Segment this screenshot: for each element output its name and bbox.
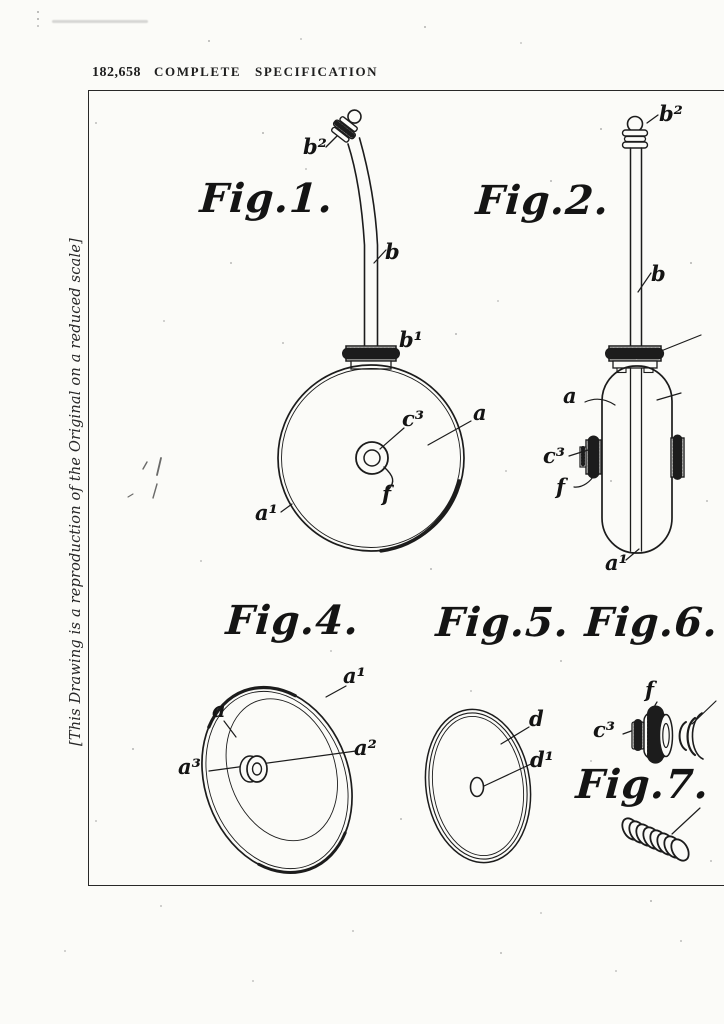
fig2-label-b2: b² <box>659 101 683 126</box>
fig1-label-a: a <box>473 400 487 425</box>
fig4-label-a1: a¹ <box>343 663 366 688</box>
fig6-drawing <box>623 701 716 759</box>
fig7-drawing <box>619 808 700 864</box>
fig6-label-c3: c³ <box>593 717 615 742</box>
fig5-label-d1: d¹ <box>530 747 554 772</box>
side-note: [This Drawing is a reproduction of the Original on a reduced scale] <box>68 238 84 746</box>
stray-pen-marks <box>128 458 161 498</box>
page-title: COMPLETE SPECIFICATION <box>154 64 379 79</box>
fig2-label-f: f <box>556 474 566 499</box>
fig4-title: Fig.4. <box>224 597 361 644</box>
fig1-title: Fig.1. <box>198 175 335 222</box>
fig2-title: Fig.2. <box>474 177 611 224</box>
fig4-label-a: a <box>212 697 226 722</box>
fig4-label-a3: a³ <box>178 754 201 779</box>
fig5-title: Fig.5. <box>434 599 571 646</box>
fig2-label-b: b <box>651 261 666 286</box>
fig4-label-a2: a² <box>354 735 377 760</box>
fig1-label-b: b <box>385 239 400 264</box>
patent-number: 182,658 <box>92 65 141 80</box>
fig6-title: Fig.6. <box>583 599 720 646</box>
fig5-label-d: d <box>529 706 544 731</box>
fig4-drawing <box>177 666 377 894</box>
fig7-title: Fig.7. <box>574 761 711 808</box>
fig1-label-c3: c³ <box>402 406 424 431</box>
fig5-drawing <box>416 703 540 870</box>
fig2-label-c3: c³ <box>543 443 565 468</box>
fig2-label-a: a <box>563 383 577 408</box>
fig1-label-f: f <box>382 481 392 506</box>
fig1-label-b2: b² <box>303 134 327 159</box>
fig2-label-a1: a¹ <box>605 550 628 575</box>
fig6-label-f: f <box>645 677 655 702</box>
fig1-drawing <box>278 104 471 551</box>
fig1-label-b1: b¹ <box>399 327 423 352</box>
fig1-label-a1: a¹ <box>255 500 278 525</box>
